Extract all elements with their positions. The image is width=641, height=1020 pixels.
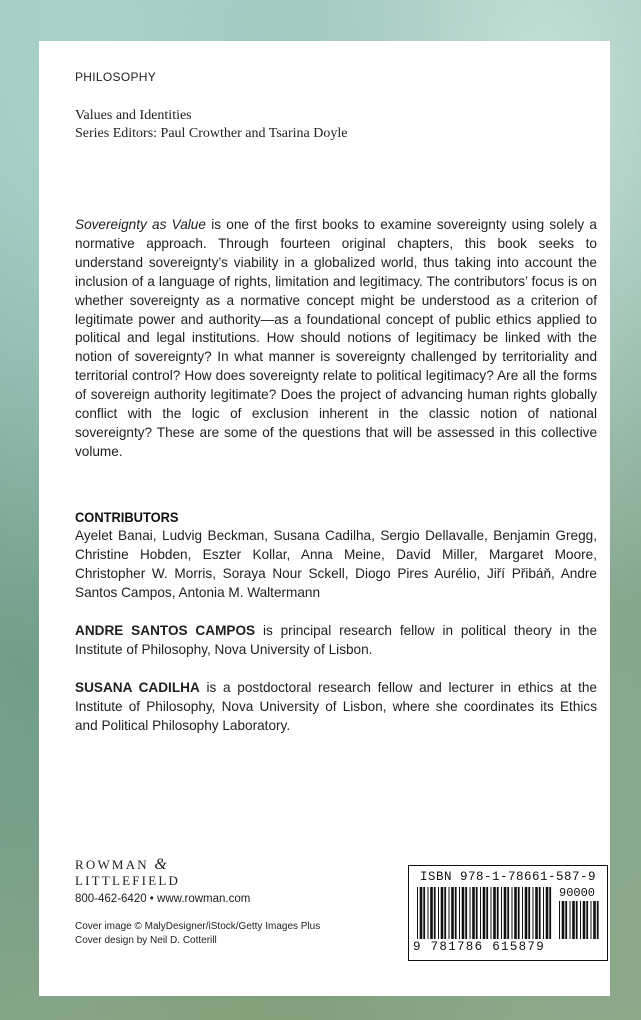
editor-name: SUSANA CADILHA: [75, 680, 200, 695]
series-editors: Series Editors: Paul Crowther and Tsarina Doyle: [75, 126, 348, 141]
book-title-italic: Sovereignty as Value: [75, 217, 206, 232]
editor-bio-text: is principal research fellow in political theory in the Institute of Philosophy, Nova University of Lisbon.: [75, 623, 598, 657]
cover-image-credit: Cover image © MalyDesigner/iStock/Getty Images Plus: [75, 921, 321, 932]
description-body: is one of the first books to examine sovereignty using solely a normative approach. Through fourteen original chapters, this book seeks to understand sovereignty’s viability in a globalized world, thus taking into account the inclusion of a language of rights, limitation and legitimacy. The contributors’ focus is on whether sovereignty as a normative concept might be understood as a criterion of legitimate power and authority—as a foundational concept of public ethics applied to political and legal institutions. How should notions of legitimacy be linked with the notion of sovereignty? In what manner is sovereignty challenged by territoriality and territorial control? How does sovereignty relate to political legitimacy? Are all the forms of sovereign authority legitimate? Does the project of advancing human rights globally conflict with the logic of exclusion inherent in the classic notion of national sovereignty? These are some of the questions that will be assessed in this collective volume.: [75, 217, 597, 459]
isbn-label: ISBN 978-1-78661-587-9: [419, 870, 597, 884]
publisher-logo: [75, 857, 180, 889]
publisher-name-line2: LITTLEFIELD: [75, 873, 181, 888]
editor-bio: [75, 622, 597, 660]
book-description: [75, 216, 597, 462]
contributors-list: Ayelet Banai, Ludvig Beckman, Susana Cadilha, Sergio Dellavalle, Benjamin Gregg, Christine Hobden, Eszter Kollar, Anna Meine, David Miller, Margaret Moore, Christopher W. Morris, Soraya Nour Sckell, Diogo Pires Aurélio, Jiří Přibáň, Andre Santos Campos, Antonia M. Waltermann: [75, 528, 597, 600]
editor-bio: [75, 679, 597, 736]
barcode-number: 9 781786 615879: [413, 940, 546, 954]
contributors-heading: CONTRIBUTORS: [75, 509, 179, 525]
back-cover-panel: [39, 41, 610, 996]
price-code: 90000: [559, 886, 596, 900]
series-name: Values and Identities: [75, 108, 192, 123]
publisher-contact: 800-462-6420 • www.rowman.com: [75, 893, 251, 905]
publisher-name-line1: ROWMAN: [75, 857, 149, 872]
editor-bio-text: is a postdoctoral research fellow and lecturer in ethics at the Institute of Philosophy, Nova University of Lisbon, where she coordinates its Ethics and Political Philosophy Laboratory.: [75, 680, 597, 733]
isbn-barcode: [408, 865, 608, 961]
editor-name: ANDRE SANTOS CAMPOS: [75, 623, 256, 638]
category-label: PHILOSOPHY: [75, 70, 157, 84]
series-info: [75, 107, 348, 143]
cover-credits: [75, 920, 320, 948]
cover-design-credit: Cover design by Neil D. Cotterill: [75, 935, 217, 946]
publisher-ampersand: &: [154, 856, 167, 873]
